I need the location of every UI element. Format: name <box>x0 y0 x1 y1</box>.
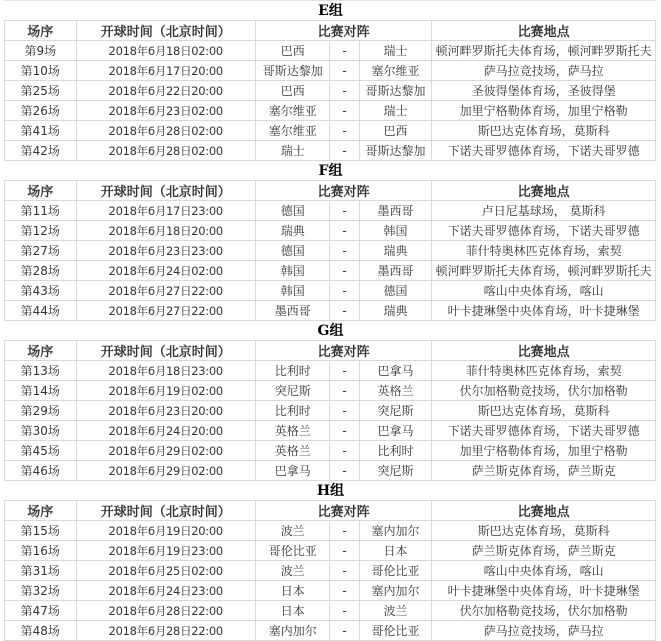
group-title: E组 <box>318 3 343 19</box>
venue-cell: 萨兰斯克体育场，萨兰斯克 <box>432 541 656 561</box>
venue-cell: 萨马拉竞技场，萨马拉 <box>432 61 656 81</box>
vs-cell: - <box>330 221 359 241</box>
away-team-cell: 瑞典 <box>359 301 432 321</box>
home-team-cell: 波兰 <box>255 521 330 541</box>
match-no-cell: 第41场 <box>5 121 77 141</box>
away-team-cell: 韩国 <box>359 221 432 241</box>
table-row <box>5 441 656 461</box>
match-no-cell: 第46场 <box>5 461 77 481</box>
kickoff-cell: 2018年6月24日02:00 <box>76 261 255 281</box>
table-row <box>5 401 656 421</box>
venue-cell: 斯巴达克体育场，莫斯科 <box>432 121 656 141</box>
kickoff-cell: 2018年6月28日02:00 <box>76 121 255 141</box>
away-team-cell: 突尼斯 <box>359 401 432 421</box>
header-matchup: 比赛对阵 <box>255 341 431 361</box>
match-no-cell: 第30场 <box>5 421 77 441</box>
group-table <box>4 180 656 321</box>
home-team-cell: 德国 <box>255 201 330 221</box>
away-team-cell: 哥斯达黎加 <box>359 81 432 101</box>
vs-cell: - <box>330 41 359 61</box>
table-row <box>5 281 656 301</box>
header-matchup: 比赛对阵 <box>255 501 431 521</box>
match-no-cell: 第42场 <box>5 141 77 161</box>
header-venue: 比赛地点 <box>432 181 656 201</box>
group-section <box>0 321 661 481</box>
home-team-cell: 巴西 <box>255 41 330 61</box>
group-title: H组 <box>316 483 345 499</box>
group-table <box>4 20 656 161</box>
kickoff-cell: 2018年6月28日02:00 <box>76 141 255 161</box>
match-no-cell: 第47场 <box>5 601 77 621</box>
venue-cell: 下诺夫哥罗德体育场，下诺夫哥罗德 <box>432 421 656 441</box>
kickoff-cell: 2018年6月23日20:00 <box>76 401 255 421</box>
home-team-cell: 突尼斯 <box>255 381 330 401</box>
venue-cell: 萨兰斯克体育场，萨兰斯克 <box>432 461 656 481</box>
table-row <box>5 361 656 381</box>
header-kickoff: 开球时间（北京时间） <box>76 501 255 521</box>
header-match-no: 场序 <box>5 21 77 41</box>
group-section <box>0 481 661 641</box>
kickoff-cell: 2018年6月24日23:00 <box>76 581 255 601</box>
away-team-cell: 巴拿马 <box>359 421 432 441</box>
match-no-cell: 第48场 <box>5 621 77 641</box>
venue-cell: 斯巴达克体育场，莫斯科 <box>432 401 656 421</box>
header-venue: 比赛地点 <box>432 341 656 361</box>
vs-cell: - <box>330 281 359 301</box>
group-title: G组 <box>317 323 344 339</box>
away-team-cell: 墨西哥 <box>359 201 432 221</box>
header-row <box>5 341 656 361</box>
header-kickoff: 开球时间（北京时间） <box>76 181 255 201</box>
away-team-cell: 哥伦比亚 <box>359 621 432 641</box>
away-team-cell: 哥伦比亚 <box>359 561 432 581</box>
home-team-cell: 日本 <box>255 581 330 601</box>
away-team-cell: 日本 <box>359 541 432 561</box>
vs-cell: - <box>330 301 359 321</box>
venue-cell: 叶卡捷琳堡中央体育场，叶卡捷琳堡 <box>432 301 656 321</box>
away-team-cell: 巴拿马 <box>359 361 432 381</box>
kickoff-cell: 2018年6月23日23:00 <box>76 241 255 261</box>
header-row <box>5 181 656 201</box>
venue-cell: 叶卡捷琳堡中央体育场，叶卡捷琳堡 <box>432 581 656 601</box>
table-row <box>5 421 656 441</box>
table-row <box>5 121 656 141</box>
header-matchup: 比赛对阵 <box>255 21 431 41</box>
table-row <box>5 461 656 481</box>
kickoff-cell: 2018年6月25日02:00 <box>76 561 255 581</box>
home-team-cell: 瑞士 <box>255 141 330 161</box>
table-row <box>5 41 656 61</box>
kickoff-cell: 2018年6月17日23:00 <box>76 201 255 221</box>
kickoff-cell: 2018年6月18日02:00 <box>76 41 255 61</box>
venue-cell: 喀山中央体育场，喀山 <box>432 561 656 581</box>
away-team-cell: 突尼斯 <box>359 461 432 481</box>
match-no-cell: 第25场 <box>5 81 77 101</box>
away-team-cell: 比利时 <box>359 441 432 461</box>
vs-cell: - <box>330 621 359 641</box>
match-no-cell: 第26场 <box>5 101 77 121</box>
match-no-cell: 第45场 <box>5 441 77 461</box>
vs-cell: - <box>330 241 359 261</box>
home-team-cell: 韩国 <box>255 261 330 281</box>
group-section <box>0 1 661 161</box>
venue-cell: 喀山中央体育场，喀山 <box>432 281 656 301</box>
kickoff-cell: 2018年6月23日02:00 <box>76 101 255 121</box>
venue-cell: 菲什特奥林匹克体育场，索契 <box>432 241 656 261</box>
away-team-cell: 德国 <box>359 281 432 301</box>
venue-cell: 卢日尼基球场， 莫斯科 <box>432 201 656 221</box>
home-team-cell: 德国 <box>255 241 330 261</box>
table-row <box>5 541 656 561</box>
home-team-cell: 墨西哥 <box>255 301 330 321</box>
match-no-cell: 第27场 <box>5 241 77 261</box>
home-team-cell: 波兰 <box>255 561 330 581</box>
vs-cell: - <box>330 401 359 421</box>
kickoff-cell: 2018年6月17日20:00 <box>76 61 255 81</box>
table-row <box>5 61 656 81</box>
table-row <box>5 581 656 601</box>
away-team-cell: 英格兰 <box>359 381 432 401</box>
header-matchup: 比赛对阵 <box>255 181 431 201</box>
kickoff-cell: 2018年6月27日22:00 <box>76 301 255 321</box>
home-team-cell: 哥伦比亚 <box>255 541 330 561</box>
away-team-cell: 波兰 <box>359 601 432 621</box>
away-team-cell: 瑞士 <box>359 101 432 121</box>
away-team-cell: 巴西 <box>359 121 432 141</box>
venue-cell: 圣彼得堡体育场，圣彼得堡 <box>432 81 656 101</box>
group-table <box>4 500 656 641</box>
table-row <box>5 81 656 101</box>
away-team-cell: 瑞士 <box>359 41 432 61</box>
venue-cell: 菲什特奥林匹克体育场，索契 <box>432 361 656 381</box>
home-team-cell: 塞尔维亚 <box>255 101 330 121</box>
vs-cell: - <box>330 381 359 401</box>
kickoff-cell: 2018年6月22日20:00 <box>76 81 255 101</box>
home-team-cell: 英格兰 <box>255 421 330 441</box>
header-match-no: 场序 <box>5 341 77 361</box>
match-no-cell: 第16场 <box>5 541 77 561</box>
header-kickoff: 开球时间（北京时间） <box>76 21 255 41</box>
home-team-cell: 韩国 <box>255 281 330 301</box>
header-match-no: 场序 <box>5 501 77 521</box>
kickoff-cell: 2018年6月29日02:00 <box>76 461 255 481</box>
match-no-cell: 第15场 <box>5 521 77 541</box>
table-row <box>5 301 656 321</box>
venue-cell: 下诺夫哥罗德体育场，下诺夫哥罗德 <box>432 221 656 241</box>
home-team-cell: 日本 <box>255 601 330 621</box>
vs-cell: - <box>330 421 359 441</box>
vs-cell: - <box>330 201 359 221</box>
match-no-cell: 第11场 <box>5 201 77 221</box>
home-team-cell: 比利时 <box>255 401 330 421</box>
home-team-cell: 巴西 <box>255 81 330 101</box>
home-team-cell: 哥斯达黎加 <box>255 61 330 81</box>
kickoff-cell: 2018年6月24日20:00 <box>76 421 255 441</box>
match-no-cell: 第29场 <box>5 401 77 421</box>
vs-cell: - <box>330 521 359 541</box>
vs-cell: - <box>330 461 359 481</box>
kickoff-cell: 2018年6月27日22:00 <box>76 281 255 301</box>
header-row <box>5 21 656 41</box>
match-no-cell: 第12场 <box>5 221 77 241</box>
header-row <box>5 501 656 521</box>
table-row <box>5 141 656 161</box>
home-team-cell: 塞内加尔 <box>255 621 330 641</box>
header-kickoff: 开球时间（北京时间） <box>76 341 255 361</box>
kickoff-cell: 2018年6月18日23:00 <box>76 361 255 381</box>
table-row <box>5 521 656 541</box>
venue-cell: 顿河畔罗斯托夫体育场，顿河畔罗斯托夫 <box>432 261 656 281</box>
match-no-cell: 第32场 <box>5 581 77 601</box>
away-team-cell: 塞内加尔 <box>359 521 432 541</box>
table-row <box>5 561 656 581</box>
venue-cell: 伏尔加格勒竞技场，伏尔加格勒 <box>432 601 656 621</box>
match-no-cell: 第28场 <box>5 261 77 281</box>
match-no-cell: 第14场 <box>5 381 77 401</box>
match-no-cell: 第9场 <box>5 41 77 61</box>
table-row <box>5 201 656 221</box>
home-team-cell: 比利时 <box>255 361 330 381</box>
table-row <box>5 261 656 281</box>
header-venue: 比赛地点 <box>432 501 656 521</box>
kickoff-cell: 2018年6月18日20:00 <box>76 221 255 241</box>
venue-cell: 加里宁格勒体育场，加里宁格勒 <box>432 101 656 121</box>
vs-cell: - <box>330 141 359 161</box>
kickoff-cell: 2018年6月29日02:00 <box>76 441 255 461</box>
match-no-cell: 第13场 <box>5 361 77 381</box>
match-no-cell: 第43场 <box>5 281 77 301</box>
vs-cell: - <box>330 261 359 281</box>
vs-cell: - <box>330 601 359 621</box>
header-venue: 比赛地点 <box>432 21 656 41</box>
venue-cell: 加里宁格勒体育场，加里宁格勒 <box>432 441 656 461</box>
table-row <box>5 101 656 121</box>
kickoff-cell: 2018年6月19日23:00 <box>76 541 255 561</box>
kickoff-cell: 2018年6月19日20:00 <box>76 521 255 541</box>
table-row <box>5 381 656 401</box>
home-team-cell: 瑞典 <box>255 221 330 241</box>
match-no-cell: 第44场 <box>5 301 77 321</box>
vs-cell: - <box>330 81 359 101</box>
header-match-no: 场序 <box>5 181 77 201</box>
vs-cell: - <box>330 541 359 561</box>
away-team-cell: 塞尔维亚 <box>359 61 432 81</box>
match-no-cell: 第10场 <box>5 61 77 81</box>
venue-cell: 斯巴达克体育场，莫斯科 <box>432 521 656 541</box>
match-no-cell: 第31场 <box>5 561 77 581</box>
group-title: F组 <box>318 163 343 179</box>
kickoff-cell: 2018年6月28日22:00 <box>76 621 255 641</box>
vs-cell: - <box>330 121 359 141</box>
venue-cell: 顿河畔罗斯托夫体育场，顿河畔罗斯托夫 <box>432 41 656 61</box>
kickoff-cell: 2018年6月28日22:00 <box>76 601 255 621</box>
group-table <box>4 340 656 481</box>
vs-cell: - <box>330 561 359 581</box>
home-team-cell: 英格兰 <box>255 441 330 461</box>
vs-cell: - <box>330 441 359 461</box>
vs-cell: - <box>330 101 359 121</box>
kickoff-cell: 2018年6月19日02:00 <box>76 381 255 401</box>
away-team-cell: 墨西哥 <box>359 261 432 281</box>
group-section <box>0 161 661 321</box>
vs-cell: - <box>330 581 359 601</box>
venue-cell: 萨马拉竞技场，萨马拉 <box>432 621 656 641</box>
vs-cell: - <box>330 361 359 381</box>
home-team-cell: 巴拿马 <box>255 461 330 481</box>
venue-cell: 下诺夫哥罗德体育场，下诺夫哥罗德 <box>432 141 656 161</box>
vs-cell: - <box>330 61 359 81</box>
table-row <box>5 601 656 621</box>
table-row <box>5 221 656 241</box>
away-team-cell: 塞内加尔 <box>359 581 432 601</box>
venue-cell: 伏尔加格勒竞技场，伏尔加格勒 <box>432 381 656 401</box>
away-team-cell: 哥斯达黎加 <box>359 141 432 161</box>
home-team-cell: 塞尔维亚 <box>255 121 330 141</box>
away-team-cell: 瑞典 <box>359 241 432 261</box>
table-row <box>5 241 656 261</box>
